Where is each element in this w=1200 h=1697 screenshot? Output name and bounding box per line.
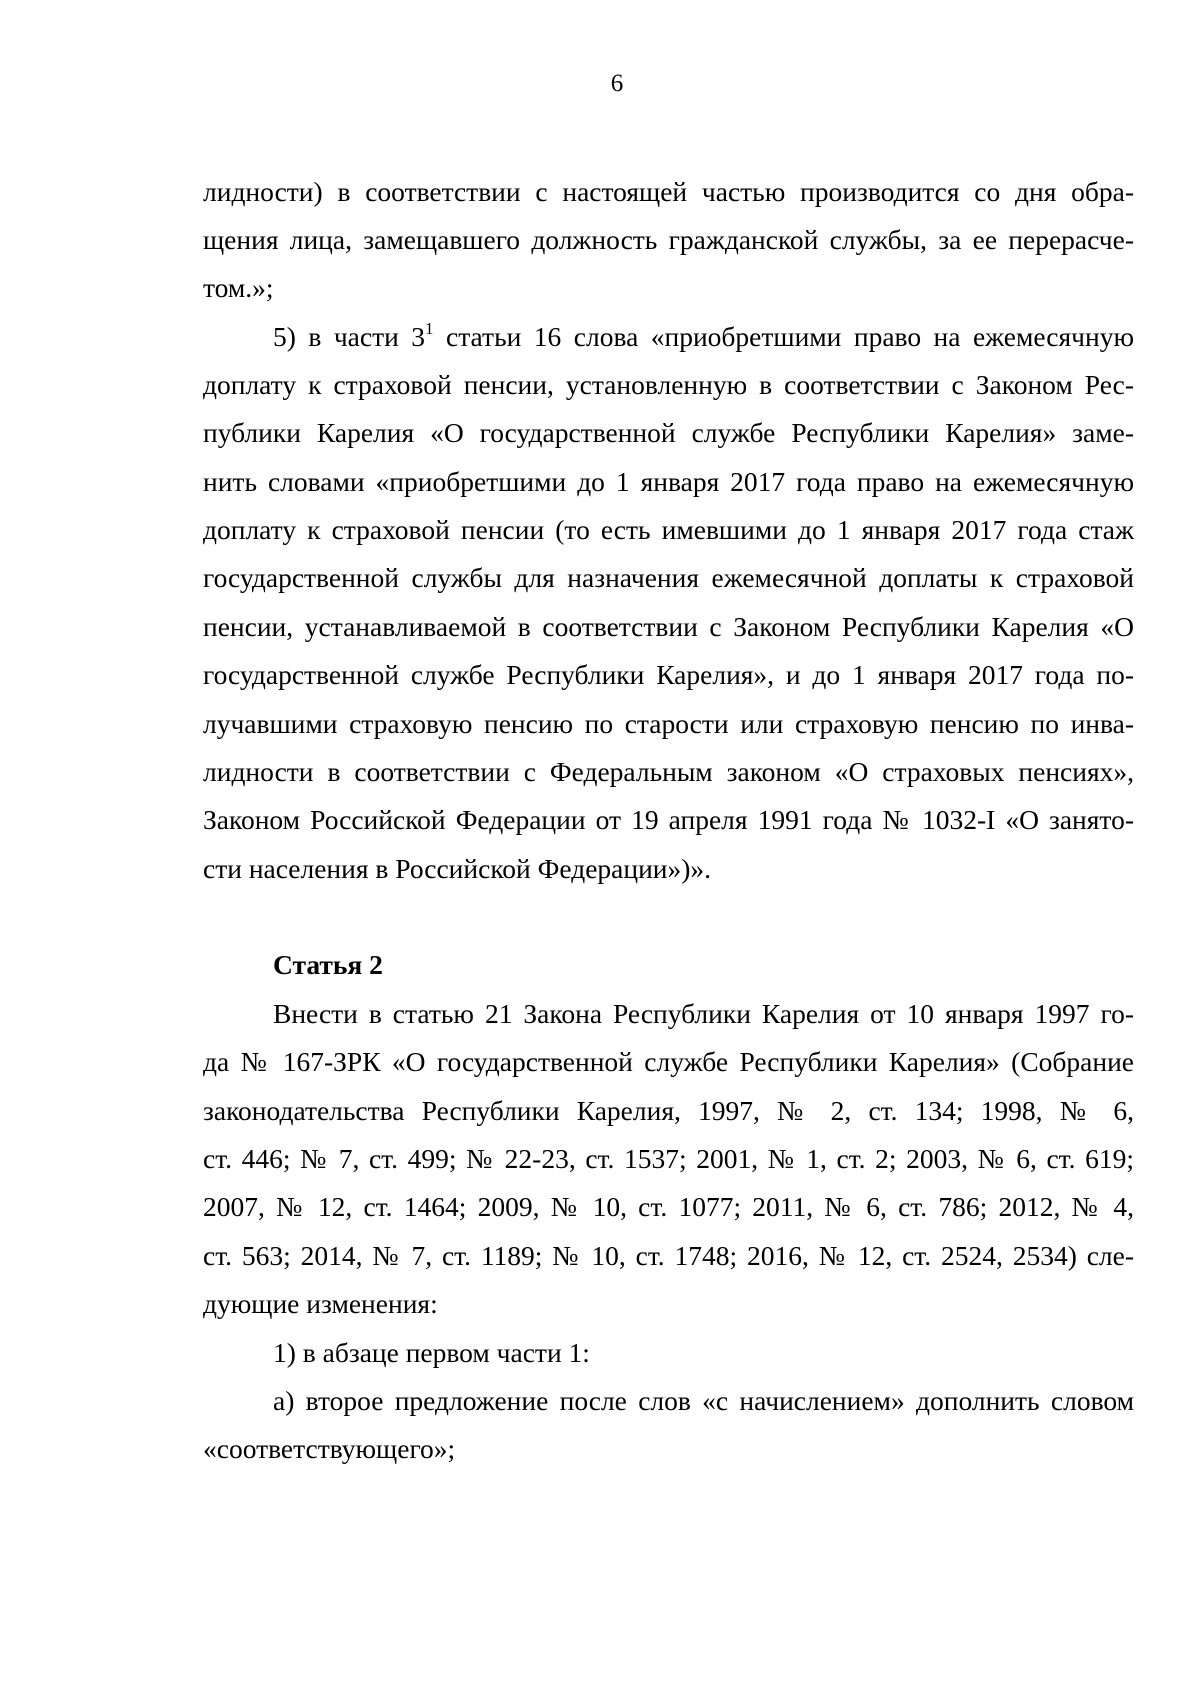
paragraph-line: лидности в соответствии с Федеральным законом «О страховых пенсиях»,	[203, 756, 1134, 787]
paragraph-line: сти населения в Российской Федерации»)».	[203, 853, 712, 884]
paragraph-line: Внести в статью 21 Закона Республики Карелия от 10 января 1997 го-	[273, 998, 1134, 1029]
item-5-text-before: 5) в части 3	[273, 321, 426, 352]
paragraph-line: да № 167-ЗРК «О государственной службе Республики Карелия» (Собрание	[203, 1046, 1134, 1077]
item-5-text-after: статьи 16 слова «приобретшими право на ежемесячную	[433, 321, 1134, 352]
paragraph-line: ст. 446; № 7, ст. 499; № 22-23, ст. 1537; 2001, № 1, ст. 2; 2003, № 6, ст. 619;	[203, 1143, 1134, 1174]
paragraph-line: Законом Российской Федерации от 19 апреля 1991 года № 1032-I «О занято-	[203, 804, 1134, 835]
paragraph-line: лучавшими страховую пенсию по старости или страховую пенсию по инва-	[203, 708, 1134, 739]
paragraph-line: доплату к страховой пенсии, установленную в соответствии с Законом Рес-	[203, 369, 1134, 400]
paragraph-line: том.»;	[203, 272, 274, 303]
item-1-line: 1) в абзаце первом части 1:	[273, 1337, 590, 1368]
paragraph-line: пенсии, устанавливаемой в соответствии с Законом Республики Карелия «О	[203, 611, 1134, 642]
paragraph-line: нить словами «приобретшими до 1 января 2017 года право на ежемесячную	[203, 466, 1134, 497]
paragraph-line: щения лица, замещавшего должность гражданской службы, за ее перерасче-	[203, 224, 1134, 255]
item-a-line: «соответствующего»;	[203, 1433, 456, 1464]
item-a-line: а) второе предложение после слов «с начислением» дополнить словом	[273, 1385, 1134, 1416]
item-5-first-line	[273, 320, 1134, 354]
paragraph-line: публики Карелия «О государственной службе Республики Карелия» заме-	[203, 417, 1134, 448]
paragraph-line: государственной службе Республики Карелия», и до 1 января 2017 года по-	[203, 659, 1134, 690]
paragraph-line: ст. 563; 2014, № 7, ст. 1189; № 10, ст. 1748; 2016, № 12, ст. 2524, 2534) сле-	[203, 1240, 1134, 1271]
paragraph-line: государственной службы для назначения ежемесячной доплаты к страховой	[203, 562, 1134, 593]
paragraph-line: дующие изменения:	[203, 1288, 438, 1319]
paragraph-line: лидности) в соответствии с настоящей частью производится со дня обра-	[203, 176, 1134, 207]
page-number: 6	[610, 70, 624, 97]
paragraph-line: доплату к страховой пенсии (то есть имевшими до 1 января 2017 года стаж	[203, 514, 1134, 545]
article-heading: Статья 2	[273, 949, 383, 980]
paragraph-line: законодательства Республики Карелия, 1997, № 2, ст. 134; 1998, № 6,	[203, 1095, 1134, 1126]
superscript: 1	[425, 319, 434, 338]
paragraph-line: 2007, № 12, ст. 1464; 2009, № 10, ст. 1077; 2011, № 6, ст. 786; 2012, № 4,	[203, 1191, 1134, 1222]
